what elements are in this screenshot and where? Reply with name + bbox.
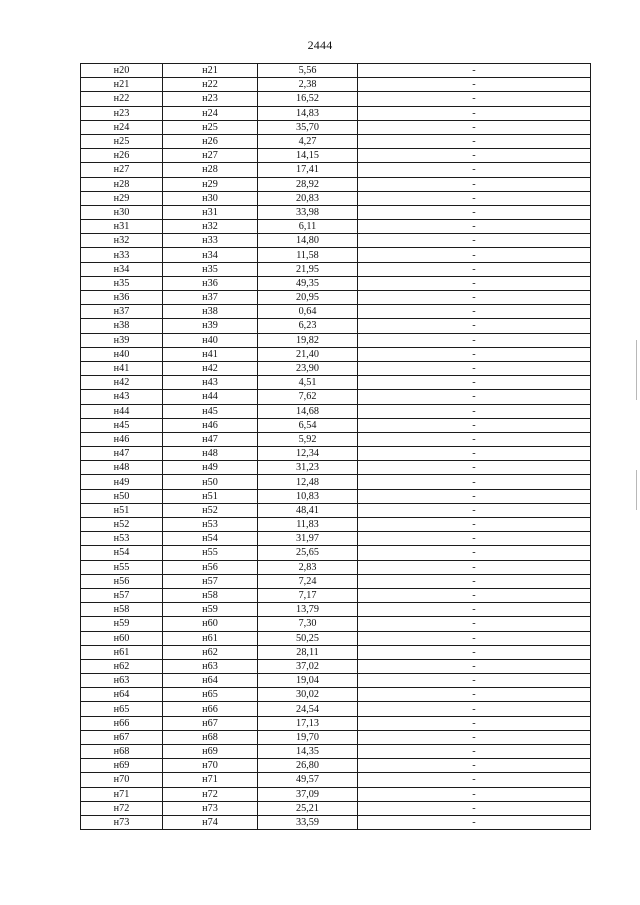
point-from-cell: н50 [81, 489, 163, 503]
point-from-cell: н66 [81, 716, 163, 730]
table-row [81, 489, 591, 503]
distance-cell: 16,52 [258, 92, 358, 106]
note-cell: - [358, 92, 591, 106]
table-row [81, 418, 591, 432]
point-from-cell: н38 [81, 319, 163, 333]
table-row [81, 773, 591, 787]
note-cell: - [358, 447, 591, 461]
point-to-cell: н42 [163, 361, 258, 375]
note-cell: - [358, 461, 591, 475]
table-row [81, 518, 591, 532]
note-cell: - [358, 149, 591, 163]
point-to-cell: н32 [163, 220, 258, 234]
point-from-cell: н61 [81, 645, 163, 659]
point-from-cell: н65 [81, 702, 163, 716]
coordinates-table [80, 63, 591, 830]
distance-cell: 49,35 [258, 276, 358, 290]
note-cell: - [358, 801, 591, 815]
note-cell: - [358, 276, 591, 290]
point-to-cell: н52 [163, 503, 258, 517]
point-to-cell: н51 [163, 489, 258, 503]
point-to-cell: н56 [163, 560, 258, 574]
point-from-cell: н37 [81, 305, 163, 319]
distance-cell: 12,34 [258, 447, 358, 461]
distance-cell: 23,90 [258, 361, 358, 375]
note-cell: - [358, 347, 591, 361]
distance-cell: 5,92 [258, 432, 358, 446]
note-cell: - [358, 560, 591, 574]
distance-cell: 14,15 [258, 149, 358, 163]
note-cell: - [358, 262, 591, 276]
table-row [81, 588, 591, 602]
distance-cell: 24,54 [258, 702, 358, 716]
note-cell: - [358, 78, 591, 92]
point-to-cell: н71 [163, 773, 258, 787]
point-from-cell: н28 [81, 177, 163, 191]
note-cell: - [358, 64, 591, 78]
point-from-cell: н45 [81, 418, 163, 432]
table-row [81, 361, 591, 375]
point-from-cell: н41 [81, 361, 163, 375]
note-cell: - [358, 702, 591, 716]
scan-edge-mark [636, 470, 637, 510]
point-to-cell: н53 [163, 518, 258, 532]
point-to-cell: н40 [163, 333, 258, 347]
point-to-cell: н44 [163, 390, 258, 404]
point-to-cell: н47 [163, 432, 258, 446]
point-from-cell: н43 [81, 390, 163, 404]
table-row [81, 631, 591, 645]
distance-cell: 17,41 [258, 163, 358, 177]
point-to-cell: н74 [163, 815, 258, 829]
point-from-cell: н51 [81, 503, 163, 517]
table-row [81, 787, 591, 801]
point-from-cell: н58 [81, 603, 163, 617]
distance-cell: 28,11 [258, 645, 358, 659]
table-row [81, 603, 591, 617]
table-row [81, 149, 591, 163]
note-cell: - [358, 631, 591, 645]
point-from-cell: н57 [81, 588, 163, 602]
table-row [81, 532, 591, 546]
distance-cell: 21,95 [258, 262, 358, 276]
table-row [81, 546, 591, 560]
table-row [81, 64, 591, 78]
distance-cell: 28,92 [258, 177, 358, 191]
note-cell: - [358, 787, 591, 801]
point-from-cell: н46 [81, 432, 163, 446]
distance-cell: 19,04 [258, 674, 358, 688]
distance-cell: 11,83 [258, 518, 358, 532]
distance-cell: 7,30 [258, 617, 358, 631]
point-to-cell: н28 [163, 163, 258, 177]
table-row [81, 376, 591, 390]
point-from-cell: н48 [81, 461, 163, 475]
note-cell: - [358, 291, 591, 305]
point-from-cell: н69 [81, 759, 163, 773]
note-cell: - [358, 518, 591, 532]
point-to-cell: н30 [163, 191, 258, 205]
note-cell: - [358, 503, 591, 517]
point-from-cell: н56 [81, 574, 163, 588]
note-cell: - [358, 134, 591, 148]
note-cell: - [358, 617, 591, 631]
point-to-cell: н69 [163, 745, 258, 759]
point-to-cell: н66 [163, 702, 258, 716]
distance-cell: 20,95 [258, 291, 358, 305]
table-row [81, 120, 591, 134]
distance-cell: 25,65 [258, 546, 358, 560]
page-number: 2444 [307, 38, 333, 52]
point-from-cell: н20 [81, 64, 163, 78]
table-row [81, 191, 591, 205]
point-to-cell: н21 [163, 64, 258, 78]
point-to-cell: н31 [163, 205, 258, 219]
distance-cell: 2,38 [258, 78, 358, 92]
point-to-cell: н54 [163, 532, 258, 546]
point-from-cell: н36 [81, 291, 163, 305]
point-to-cell: н68 [163, 730, 258, 744]
distance-cell: 5,56 [258, 64, 358, 78]
table-row [81, 177, 591, 191]
note-cell: - [358, 815, 591, 829]
distance-cell: 31,97 [258, 532, 358, 546]
point-to-cell: н27 [163, 149, 258, 163]
point-from-cell: н49 [81, 475, 163, 489]
table-row [81, 305, 591, 319]
point-from-cell: н52 [81, 518, 163, 532]
scan-edge-mark [636, 340, 637, 400]
distance-cell: 33,59 [258, 815, 358, 829]
point-to-cell: н43 [163, 376, 258, 390]
table-row [81, 92, 591, 106]
point-from-cell: н31 [81, 220, 163, 234]
distance-cell: 31,23 [258, 461, 358, 475]
table-row [81, 78, 591, 92]
table-row [81, 163, 591, 177]
point-to-cell: н62 [163, 645, 258, 659]
point-from-cell: н62 [81, 659, 163, 673]
distance-cell: 14,35 [258, 745, 358, 759]
point-to-cell: н48 [163, 447, 258, 461]
point-to-cell: н67 [163, 716, 258, 730]
table-row [81, 390, 591, 404]
distance-cell: 26,80 [258, 759, 358, 773]
point-from-cell: н32 [81, 234, 163, 248]
note-cell: - [358, 489, 591, 503]
point-from-cell: н30 [81, 205, 163, 219]
table-row [81, 461, 591, 475]
distance-cell: 20,83 [258, 191, 358, 205]
note-cell: - [358, 532, 591, 546]
table-row [81, 220, 591, 234]
point-to-cell: н55 [163, 546, 258, 560]
table-row [81, 730, 591, 744]
point-to-cell: н38 [163, 305, 258, 319]
note-cell: - [358, 759, 591, 773]
note-cell: - [358, 333, 591, 347]
note-cell: - [358, 546, 591, 560]
table-row [81, 319, 591, 333]
table-row [81, 333, 591, 347]
table-row [81, 205, 591, 219]
distance-cell: 19,82 [258, 333, 358, 347]
table-row [81, 617, 591, 631]
point-from-cell: н26 [81, 149, 163, 163]
point-to-cell: н22 [163, 78, 258, 92]
note-cell: - [358, 475, 591, 489]
point-from-cell: н63 [81, 674, 163, 688]
table-row [81, 404, 591, 418]
distance-cell: 4,51 [258, 376, 358, 390]
point-to-cell: н35 [163, 262, 258, 276]
table-row [81, 759, 591, 773]
note-cell: - [358, 191, 591, 205]
point-to-cell: н29 [163, 177, 258, 191]
distance-cell: 14,68 [258, 404, 358, 418]
note-cell: - [358, 688, 591, 702]
distance-cell: 7,62 [258, 390, 358, 404]
point-to-cell: н37 [163, 291, 258, 305]
point-from-cell: н70 [81, 773, 163, 787]
point-from-cell: н59 [81, 617, 163, 631]
distance-cell: 33,98 [258, 205, 358, 219]
table-row [81, 659, 591, 673]
note-cell: - [358, 404, 591, 418]
note-cell: - [358, 659, 591, 673]
note-cell: - [358, 177, 591, 191]
table-row [81, 716, 591, 730]
point-from-cell: н34 [81, 262, 163, 276]
point-to-cell: н61 [163, 631, 258, 645]
point-to-cell: н70 [163, 759, 258, 773]
distance-cell: 14,80 [258, 234, 358, 248]
note-cell: - [358, 361, 591, 375]
point-to-cell: н65 [163, 688, 258, 702]
note-cell: - [358, 305, 591, 319]
point-to-cell: н24 [163, 106, 258, 120]
point-to-cell: н59 [163, 603, 258, 617]
note-cell: - [358, 376, 591, 390]
point-to-cell: н39 [163, 319, 258, 333]
table-row [81, 276, 591, 290]
distance-cell: 12,48 [258, 475, 358, 489]
distance-cell: 21,40 [258, 347, 358, 361]
point-to-cell: н23 [163, 92, 258, 106]
table-row [81, 815, 591, 829]
table-row [81, 688, 591, 702]
point-from-cell: н71 [81, 787, 163, 801]
table-row [81, 574, 591, 588]
table-row [81, 291, 591, 305]
distance-cell: 49,57 [258, 773, 358, 787]
point-from-cell: н42 [81, 376, 163, 390]
note-cell: - [358, 390, 591, 404]
distance-cell: 11,58 [258, 248, 358, 262]
point-from-cell: н25 [81, 134, 163, 148]
table-row [81, 262, 591, 276]
table-row [81, 447, 591, 461]
point-to-cell: н72 [163, 787, 258, 801]
note-cell: - [358, 674, 591, 688]
note-cell: - [358, 220, 591, 234]
point-from-cell: н44 [81, 404, 163, 418]
note-cell: - [358, 234, 591, 248]
point-to-cell: н58 [163, 588, 258, 602]
distance-cell: 6,54 [258, 418, 358, 432]
distance-cell: 6,23 [258, 319, 358, 333]
distance-cell: 19,70 [258, 730, 358, 744]
table-body [81, 64, 591, 830]
table-row [81, 801, 591, 815]
table-row [81, 674, 591, 688]
point-from-cell: н23 [81, 106, 163, 120]
note-cell: - [358, 574, 591, 588]
point-from-cell: н67 [81, 730, 163, 744]
point-from-cell: н24 [81, 120, 163, 134]
point-to-cell: н41 [163, 347, 258, 361]
note-cell: - [358, 319, 591, 333]
point-to-cell: н45 [163, 404, 258, 418]
point-from-cell: н68 [81, 745, 163, 759]
distance-cell: 17,13 [258, 716, 358, 730]
point-to-cell: н46 [163, 418, 258, 432]
note-cell: - [358, 248, 591, 262]
table-row [81, 106, 591, 120]
point-to-cell: н26 [163, 134, 258, 148]
point-from-cell: н73 [81, 815, 163, 829]
table-row [81, 645, 591, 659]
note-cell: - [358, 603, 591, 617]
distance-cell: 50,25 [258, 631, 358, 645]
distance-cell: 13,79 [258, 603, 358, 617]
table-row [81, 134, 591, 148]
point-to-cell: н36 [163, 276, 258, 290]
point-from-cell: н60 [81, 631, 163, 645]
note-cell: - [358, 205, 591, 219]
point-to-cell: н50 [163, 475, 258, 489]
point-to-cell: н49 [163, 461, 258, 475]
table-row [81, 475, 591, 489]
distance-cell: 4,27 [258, 134, 358, 148]
point-from-cell: н40 [81, 347, 163, 361]
note-cell: - [358, 106, 591, 120]
point-from-cell: н29 [81, 191, 163, 205]
distance-cell: 25,21 [258, 801, 358, 815]
table-row [81, 248, 591, 262]
distance-cell: 37,09 [258, 787, 358, 801]
coordinates-table-container [80, 63, 590, 830]
table-row [81, 234, 591, 248]
point-from-cell: н47 [81, 447, 163, 461]
point-from-cell: н21 [81, 78, 163, 92]
note-cell: - [358, 418, 591, 432]
distance-cell: 37,02 [258, 659, 358, 673]
distance-cell: 48,41 [258, 503, 358, 517]
note-cell: - [358, 745, 591, 759]
note-cell: - [358, 120, 591, 134]
table-row [81, 347, 591, 361]
distance-cell: 30,02 [258, 688, 358, 702]
table-row [81, 560, 591, 574]
distance-cell: 7,17 [258, 588, 358, 602]
note-cell: - [358, 716, 591, 730]
point-from-cell: н22 [81, 92, 163, 106]
point-from-cell: н27 [81, 163, 163, 177]
table-row [81, 745, 591, 759]
point-from-cell: н55 [81, 560, 163, 574]
distance-cell: 6,11 [258, 220, 358, 234]
point-to-cell: н73 [163, 801, 258, 815]
note-cell: - [358, 588, 591, 602]
point-to-cell: н57 [163, 574, 258, 588]
point-to-cell: н63 [163, 659, 258, 673]
note-cell: - [358, 645, 591, 659]
point-from-cell: н54 [81, 546, 163, 560]
point-to-cell: н25 [163, 120, 258, 134]
point-from-cell: н72 [81, 801, 163, 815]
point-to-cell: н60 [163, 617, 258, 631]
point-to-cell: н64 [163, 674, 258, 688]
distance-cell: 10,83 [258, 489, 358, 503]
point-to-cell: н34 [163, 248, 258, 262]
distance-cell: 7,24 [258, 574, 358, 588]
point-from-cell: н53 [81, 532, 163, 546]
distance-cell: 35,70 [258, 120, 358, 134]
note-cell: - [358, 773, 591, 787]
table-row [81, 702, 591, 716]
note-cell: - [358, 730, 591, 744]
distance-cell: 2,83 [258, 560, 358, 574]
point-from-cell: н64 [81, 688, 163, 702]
note-cell: - [358, 432, 591, 446]
table-row [81, 432, 591, 446]
point-from-cell: н33 [81, 248, 163, 262]
point-from-cell: н35 [81, 276, 163, 290]
point-from-cell: н39 [81, 333, 163, 347]
table-row [81, 503, 591, 517]
point-to-cell: н33 [163, 234, 258, 248]
distance-cell: 0,64 [258, 305, 358, 319]
note-cell: - [358, 163, 591, 177]
distance-cell: 14,83 [258, 106, 358, 120]
